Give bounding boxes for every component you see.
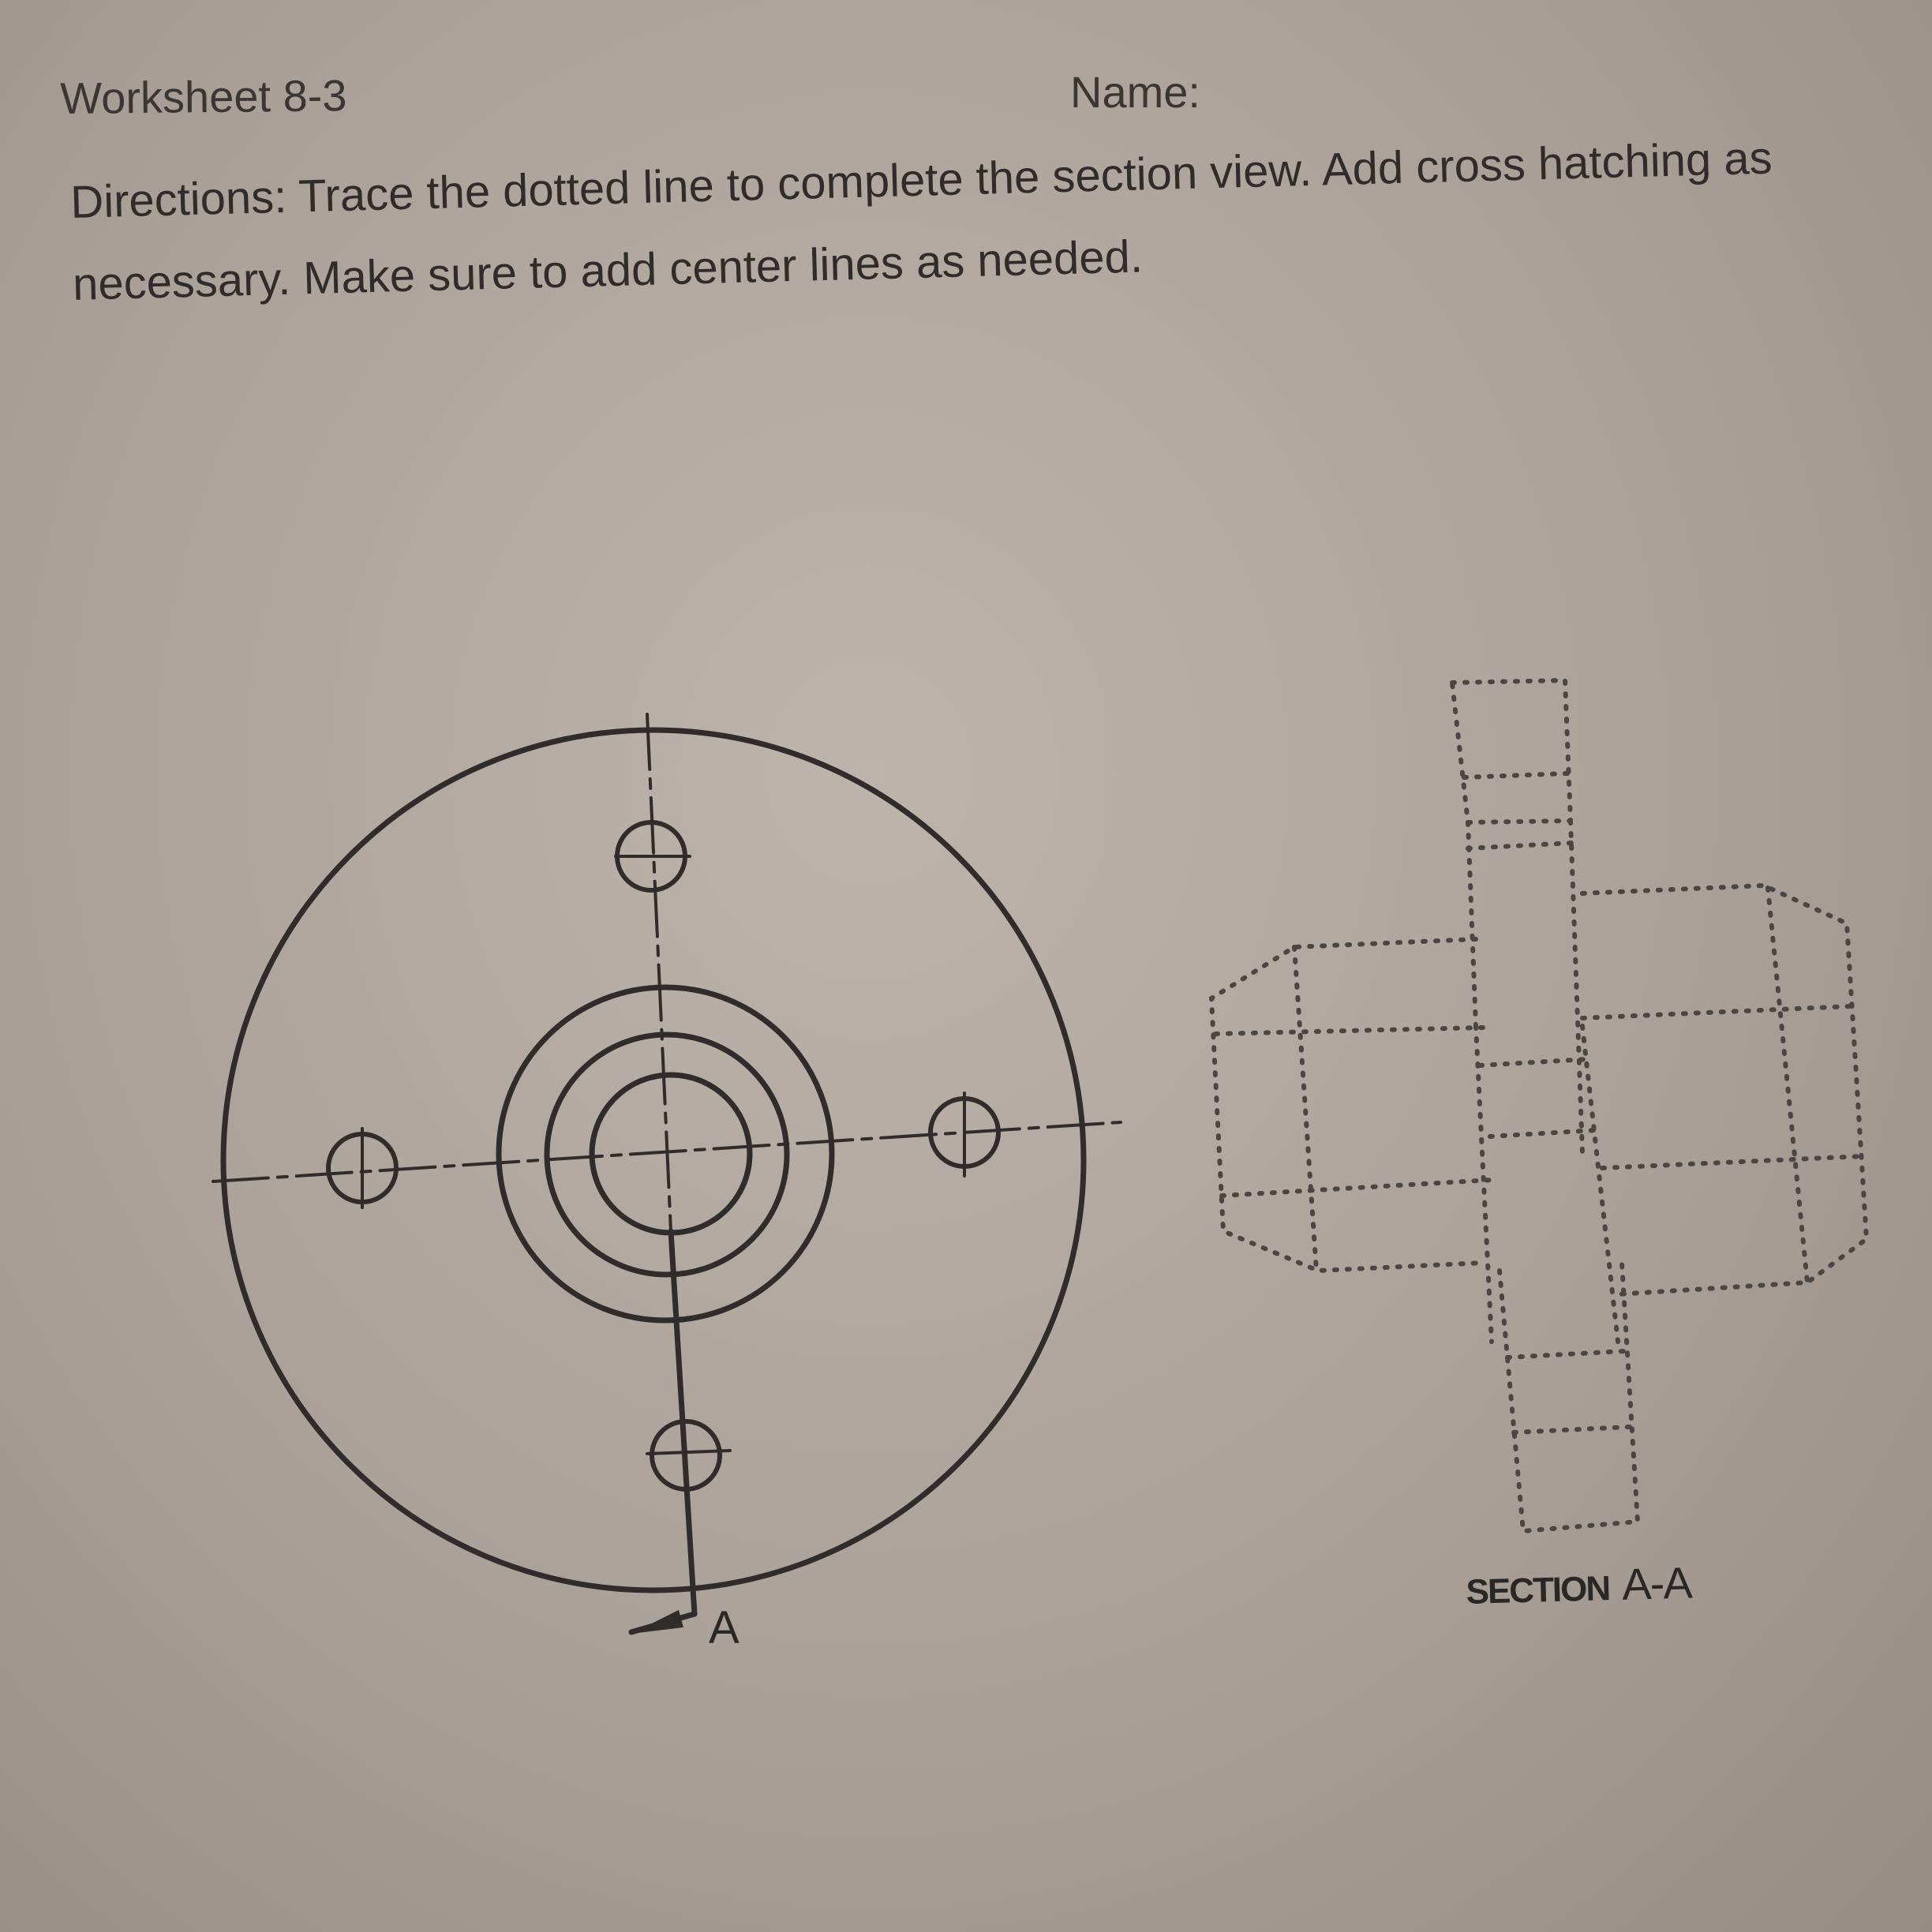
section-label	[1466, 1557, 1694, 1613]
section-line	[1468, 822, 1476, 1026]
section-line	[1294, 947, 1316, 1271]
cutting-plane-label: A	[709, 1602, 739, 1653]
section-line	[1582, 1006, 1851, 1018]
worksheet-title: Worksheet 8-3	[60, 70, 347, 123]
section-line	[1215, 1028, 1484, 1034]
section-line	[1476, 1026, 1492, 1342]
section-left-hub	[1211, 939, 1484, 1271]
section-line	[1464, 773, 1568, 777]
section-line	[1468, 843, 1572, 848]
name-label: Name:	[1070, 67, 1200, 117]
section-bottom-strip	[1500, 1263, 1638, 1531]
section-top-strip	[1452, 680, 1571, 822]
section-line	[1514, 1427, 1630, 1432]
section-line	[1602, 1156, 1863, 1168]
section-label-prefix: SECTION	[1465, 1569, 1610, 1612]
section-right-hub	[1582, 886, 1866, 1294]
section-label-suffix: A-A	[1621, 1557, 1692, 1609]
section-line	[1768, 888, 1807, 1282]
cutting-plane-arrowhead	[631, 1610, 683, 1634]
section-line	[1507, 1351, 1624, 1357]
section-line	[1571, 821, 1582, 1152]
section-view	[1211, 680, 1866, 1531]
section-line	[1222, 1180, 1492, 1196]
directions-text: Directions: Trace the dotted line to complete the section view. Add cross hatching as necessary. Make sure to add center lines as needed.	[69, 132, 1773, 310]
section-line	[1480, 1059, 1588, 1065]
front-view	[213, 714, 1121, 1632]
section-line	[1582, 1026, 1618, 1342]
